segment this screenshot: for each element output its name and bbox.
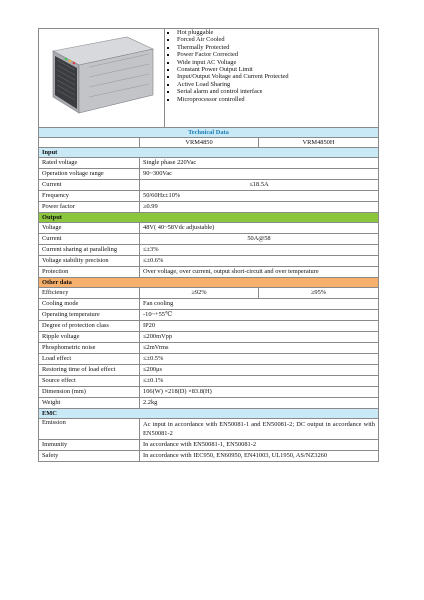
- spec-value: ≥95%: [259, 288, 379, 299]
- model-row: [39, 138, 379, 148]
- spec-label: Emission: [39, 419, 140, 440]
- spec-value: In accordance with IEC950, EN60950, EN41003, UL1950, AS/NZ3260: [140, 451, 379, 462]
- spec-row: [39, 376, 379, 387]
- spec-row: [39, 387, 379, 398]
- spec-label: Current: [39, 234, 140, 245]
- technical-data-header: [39, 128, 379, 138]
- section-title: Output: [39, 213, 379, 223]
- feature-list: [165, 29, 379, 128]
- section-emc: [39, 409, 379, 419]
- spec-value: 48V( 40~58Vdc adjustable): [140, 223, 379, 234]
- spec-label: Efficiency: [39, 288, 140, 299]
- spec-value: ≤±0.1%: [140, 376, 379, 387]
- spec-table: [38, 28, 379, 462]
- spec-value: ≤18.5A: [140, 180, 379, 191]
- spec-label: Source effect: [39, 376, 140, 387]
- spec-value: IP20: [140, 321, 379, 332]
- spec-value: ≤200mVpp: [140, 332, 379, 343]
- spec-label: Degree of protection class: [39, 321, 140, 332]
- spec-label: Phosphometric noise: [39, 343, 140, 354]
- feature-item: ▪ Serial alarm and control interface: [177, 88, 378, 95]
- spec-value: ≤±0.5%: [140, 354, 379, 365]
- spec-value: -10~+55℃: [140, 310, 379, 321]
- feature-item: ▪ Microprocessor controlled: [177, 96, 378, 103]
- spec-value: ≤200μs: [140, 365, 379, 376]
- spec-value: Over voltage, over current, output short-circuit and over temperature: [140, 267, 379, 278]
- spec-value: 90~300Vac: [140, 169, 379, 180]
- spec-value: Single phase 220Vac: [140, 158, 379, 169]
- spec-row: [39, 365, 379, 376]
- spec-label: Immunity: [39, 440, 140, 451]
- spec-row: [39, 256, 379, 267]
- spec-label: Load effect: [39, 354, 140, 365]
- spec-label: Ripple voltage: [39, 332, 140, 343]
- spec-label: Voltage: [39, 223, 140, 234]
- spec-row: [39, 288, 379, 299]
- feature-item: ▪ Wide input AC Voltage: [177, 59, 378, 66]
- spec-label: Protection: [39, 267, 140, 278]
- spec-value: Ac input in accordance with EN50081-1 and EN50081-2; DC output in accordance with EN50081-2: [140, 419, 379, 440]
- feature-item: ▪ Input/Output Voltage and Current Protected: [177, 73, 378, 80]
- spec-row: [39, 191, 379, 202]
- spec-label: Power factor: [39, 202, 140, 213]
- spec-row: [39, 267, 379, 278]
- section-title: EMC: [39, 409, 379, 419]
- spec-value: 2.2kg: [140, 398, 379, 409]
- spec-row: [39, 343, 379, 354]
- section-other: [39, 278, 379, 288]
- spec-value: ≥92%: [140, 288, 259, 299]
- feature-item: ▪ Thermally Protected: [177, 44, 378, 51]
- spec-label: Current sharing at paralleling: [39, 245, 140, 256]
- feature-item: ▪ Constant Power Output Limit: [177, 66, 378, 73]
- spec-label: Cooling mode: [39, 299, 140, 310]
- model-blank: [39, 138, 140, 148]
- spec-row: [39, 202, 379, 213]
- section-input: [39, 148, 379, 158]
- spec-value: Fan cooling: [140, 299, 379, 310]
- spec-row: [39, 451, 379, 462]
- spec-value: ≤2mVrms: [140, 343, 379, 354]
- spec-row: [39, 398, 379, 409]
- spec-label: Voltage stability precision: [39, 256, 140, 267]
- section-title: Input: [39, 148, 379, 158]
- spec-value: 50/60Hz±10%: [140, 191, 379, 202]
- spec-row: [39, 180, 379, 191]
- rectifier-module-image: [39, 29, 165, 124]
- product-header-row: [39, 29, 379, 128]
- section-output: [39, 213, 379, 223]
- spec-sheet: [38, 28, 378, 462]
- spec-label: Weight: [39, 398, 140, 409]
- spec-label: Safety: [39, 451, 140, 462]
- spec-row: [39, 223, 379, 234]
- spec-row: [39, 310, 379, 321]
- spec-label: Dimension (mm): [39, 387, 140, 398]
- feature-item: ▪ Forced Air Cooled: [177, 36, 378, 43]
- spec-label: Restoring time of load effect: [39, 365, 140, 376]
- spec-value: ≤±0.6%: [140, 256, 379, 267]
- spec-row: [39, 321, 379, 332]
- spec-label: Operating temperature: [39, 310, 140, 321]
- spec-label: Frequency: [39, 191, 140, 202]
- model-vrm4850: VRM4850: [140, 138, 259, 148]
- feature-item: ▪ Hot pluggable: [177, 29, 378, 36]
- spec-label: Operation voltage range: [39, 169, 140, 180]
- feature-item: ▪ Power Factor Corrected: [177, 51, 378, 58]
- spec-row: [39, 354, 379, 365]
- spec-value: ≤±3%: [140, 245, 379, 256]
- spec-value: 106(W) ×218(D) ×83.8(H): [140, 387, 379, 398]
- technical-data-title: Technical Data: [39, 128, 379, 138]
- model-vrm4850h: VRM4850H: [259, 138, 379, 148]
- spec-value: In accordance with EN50081-1, EN50081-2: [140, 440, 379, 451]
- spec-row: [39, 419, 379, 440]
- spec-label: Current: [39, 180, 140, 191]
- feature-item: ▪ Active Load Sharing: [177, 81, 378, 88]
- section-title: Other data: [39, 278, 379, 288]
- spec-label: Rated voltage: [39, 158, 140, 169]
- spec-row: [39, 245, 379, 256]
- spec-row: [39, 332, 379, 343]
- spec-value: 50A@58: [140, 234, 379, 245]
- spec-row: [39, 169, 379, 180]
- spec-row: [39, 440, 379, 451]
- product-photo: [39, 29, 165, 128]
- spec-row: [39, 158, 379, 169]
- spec-row: [39, 299, 379, 310]
- spec-value: ≥0.99: [140, 202, 379, 213]
- spec-row: [39, 234, 379, 245]
